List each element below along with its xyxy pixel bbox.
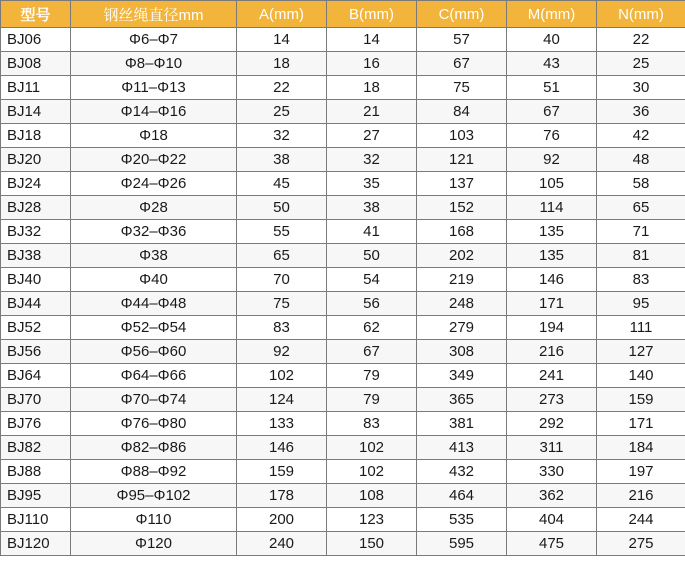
c-cell: 432 <box>417 460 507 484</box>
a-cell: 124 <box>237 388 327 412</box>
n-cell: 159 <box>597 388 685 412</box>
a-cell: 55 <box>237 220 327 244</box>
m-cell: 40 <box>507 28 597 52</box>
header-model: 型号 <box>1 1 71 28</box>
m-cell: 76 <box>507 124 597 148</box>
table-row <box>1 484 685 508</box>
model-cell: BJ120 <box>1 532 71 556</box>
rope-diameter-cell: Φ64–Φ66 <box>71 364 237 388</box>
b-cell: 21 <box>327 100 417 124</box>
n-cell: 127 <box>597 340 685 364</box>
b-cell: 83 <box>327 412 417 436</box>
model-cell: BJ40 <box>1 268 71 292</box>
a-cell: 25 <box>237 100 327 124</box>
header-row <box>1 1 685 28</box>
a-cell: 65 <box>237 244 327 268</box>
b-cell: 27 <box>327 124 417 148</box>
rope-diameter-cell: Φ70–Φ74 <box>71 388 237 412</box>
table-row <box>1 508 685 532</box>
b-cell: 50 <box>327 244 417 268</box>
table-row <box>1 316 685 340</box>
n-cell: 48 <box>597 148 685 172</box>
rope-diameter-cell: Φ110 <box>71 508 237 532</box>
b-cell: 56 <box>327 292 417 316</box>
a-cell: 240 <box>237 532 327 556</box>
c-cell: 103 <box>417 124 507 148</box>
c-cell: 535 <box>417 508 507 532</box>
b-cell: 16 <box>327 52 417 76</box>
a-cell: 92 <box>237 340 327 364</box>
b-cell: 35 <box>327 172 417 196</box>
model-cell: BJ06 <box>1 28 71 52</box>
model-cell: BJ14 <box>1 100 71 124</box>
m-cell: 241 <box>507 364 597 388</box>
table-row <box>1 436 685 460</box>
a-cell: 75 <box>237 292 327 316</box>
model-cell: BJ08 <box>1 52 71 76</box>
n-cell: 81 <box>597 244 685 268</box>
rope-diameter-cell: Φ76–Φ80 <box>71 412 237 436</box>
m-cell: 475 <box>507 532 597 556</box>
model-cell: BJ64 <box>1 364 71 388</box>
b-cell: 150 <box>327 532 417 556</box>
header-b: B(mm) <box>327 1 417 28</box>
table-row <box>1 268 685 292</box>
rope-diameter-cell: Φ95–Φ102 <box>71 484 237 508</box>
n-cell: 42 <box>597 124 685 148</box>
b-cell: 108 <box>327 484 417 508</box>
table-row <box>1 124 685 148</box>
rope-diameter-cell: Φ52–Φ54 <box>71 316 237 340</box>
n-cell: 171 <box>597 412 685 436</box>
a-cell: 45 <box>237 172 327 196</box>
m-cell: 330 <box>507 460 597 484</box>
table-body <box>1 28 685 556</box>
rope-diameter-cell: Φ56–Φ60 <box>71 340 237 364</box>
b-cell: 38 <box>327 196 417 220</box>
n-cell: 65 <box>597 196 685 220</box>
rope-diameter-cell: Φ28 <box>71 196 237 220</box>
model-cell: BJ82 <box>1 436 71 460</box>
m-cell: 292 <box>507 412 597 436</box>
c-cell: 279 <box>417 316 507 340</box>
rope-diameter-cell: Φ18 <box>71 124 237 148</box>
m-cell: 146 <box>507 268 597 292</box>
rope-diameter-cell: Φ120 <box>71 532 237 556</box>
m-cell: 67 <box>507 100 597 124</box>
table-row <box>1 52 685 76</box>
n-cell: 197 <box>597 460 685 484</box>
a-cell: 200 <box>237 508 327 532</box>
header-rope-diameter: 钢丝绳直径mm <box>71 1 237 28</box>
c-cell: 152 <box>417 196 507 220</box>
table-row <box>1 100 685 124</box>
n-cell: 140 <box>597 364 685 388</box>
b-cell: 102 <box>327 436 417 460</box>
b-cell: 54 <box>327 268 417 292</box>
model-cell: BJ52 <box>1 316 71 340</box>
m-cell: 135 <box>507 220 597 244</box>
c-cell: 67 <box>417 52 507 76</box>
b-cell: 32 <box>327 148 417 172</box>
n-cell: 36 <box>597 100 685 124</box>
rope-diameter-cell: Φ20–Φ22 <box>71 148 237 172</box>
model-cell: BJ32 <box>1 220 71 244</box>
rope-diameter-cell: Φ6–Φ7 <box>71 28 237 52</box>
b-cell: 67 <box>327 340 417 364</box>
n-cell: 184 <box>597 436 685 460</box>
a-cell: 102 <box>237 364 327 388</box>
rope-diameter-cell: Φ44–Φ48 <box>71 292 237 316</box>
c-cell: 349 <box>417 364 507 388</box>
a-cell: 50 <box>237 196 327 220</box>
model-cell: BJ38 <box>1 244 71 268</box>
b-cell: 14 <box>327 28 417 52</box>
n-cell: 111 <box>597 316 685 340</box>
table-row <box>1 532 685 556</box>
m-cell: 114 <box>507 196 597 220</box>
table-row <box>1 292 685 316</box>
a-cell: 159 <box>237 460 327 484</box>
a-cell: 38 <box>237 148 327 172</box>
table-row <box>1 76 685 100</box>
table-row <box>1 172 685 196</box>
table-row <box>1 244 685 268</box>
rope-diameter-cell: Φ88–Φ92 <box>71 460 237 484</box>
table-row <box>1 220 685 244</box>
b-cell: 123 <box>327 508 417 532</box>
c-cell: 202 <box>417 244 507 268</box>
header-a: A(mm) <box>237 1 327 28</box>
rope-diameter-cell: Φ14–Φ16 <box>71 100 237 124</box>
table-header <box>1 1 685 28</box>
model-cell: BJ70 <box>1 388 71 412</box>
c-cell: 84 <box>417 100 507 124</box>
table-row <box>1 412 685 436</box>
c-cell: 121 <box>417 148 507 172</box>
c-cell: 464 <box>417 484 507 508</box>
table-row <box>1 148 685 172</box>
n-cell: 25 <box>597 52 685 76</box>
c-cell: 365 <box>417 388 507 412</box>
header-n: N(mm) <box>597 1 685 28</box>
rope-diameter-cell: Φ40 <box>71 268 237 292</box>
model-cell: BJ28 <box>1 196 71 220</box>
m-cell: 273 <box>507 388 597 412</box>
a-cell: 22 <box>237 76 327 100</box>
c-cell: 595 <box>417 532 507 556</box>
m-cell: 171 <box>507 292 597 316</box>
b-cell: 41 <box>327 220 417 244</box>
table-row <box>1 340 685 364</box>
a-cell: 83 <box>237 316 327 340</box>
model-cell: BJ18 <box>1 124 71 148</box>
rope-diameter-cell: Φ24–Φ26 <box>71 172 237 196</box>
c-cell: 57 <box>417 28 507 52</box>
model-cell: BJ20 <box>1 148 71 172</box>
model-cell: BJ76 <box>1 412 71 436</box>
a-cell: 133 <box>237 412 327 436</box>
model-cell: BJ110 <box>1 508 71 532</box>
b-cell: 79 <box>327 364 417 388</box>
b-cell: 18 <box>327 76 417 100</box>
rope-diameter-cell: Φ32–Φ36 <box>71 220 237 244</box>
table-row <box>1 388 685 412</box>
table-row <box>1 364 685 388</box>
m-cell: 105 <box>507 172 597 196</box>
c-cell: 413 <box>417 436 507 460</box>
c-cell: 308 <box>417 340 507 364</box>
m-cell: 135 <box>507 244 597 268</box>
a-cell: 70 <box>237 268 327 292</box>
n-cell: 71 <box>597 220 685 244</box>
table-row <box>1 460 685 484</box>
rope-diameter-cell: Φ38 <box>71 244 237 268</box>
rope-diameter-cell: Φ11–Φ13 <box>71 76 237 100</box>
c-cell: 219 <box>417 268 507 292</box>
a-cell: 32 <box>237 124 327 148</box>
c-cell: 381 <box>417 412 507 436</box>
m-cell: 51 <box>507 76 597 100</box>
table-row <box>1 196 685 220</box>
m-cell: 311 <box>507 436 597 460</box>
m-cell: 92 <box>507 148 597 172</box>
model-cell: BJ24 <box>1 172 71 196</box>
b-cell: 102 <box>327 460 417 484</box>
n-cell: 216 <box>597 484 685 508</box>
model-cell: BJ88 <box>1 460 71 484</box>
rope-diameter-cell: Φ82–Φ86 <box>71 436 237 460</box>
a-cell: 178 <box>237 484 327 508</box>
header-m: M(mm) <box>507 1 597 28</box>
n-cell: 22 <box>597 28 685 52</box>
model-cell: BJ56 <box>1 340 71 364</box>
model-cell: BJ44 <box>1 292 71 316</box>
n-cell: 58 <box>597 172 685 196</box>
n-cell: 95 <box>597 292 685 316</box>
m-cell: 43 <box>507 52 597 76</box>
c-cell: 168 <box>417 220 507 244</box>
m-cell: 404 <box>507 508 597 532</box>
n-cell: 275 <box>597 532 685 556</box>
header-c: C(mm) <box>417 1 507 28</box>
m-cell: 194 <box>507 316 597 340</box>
n-cell: 83 <box>597 268 685 292</box>
b-cell: 79 <box>327 388 417 412</box>
c-cell: 137 <box>417 172 507 196</box>
table-row <box>1 28 685 52</box>
b-cell: 62 <box>327 316 417 340</box>
model-cell: BJ95 <box>1 484 71 508</box>
model-cell: BJ11 <box>1 76 71 100</box>
m-cell: 216 <box>507 340 597 364</box>
a-cell: 146 <box>237 436 327 460</box>
n-cell: 244 <box>597 508 685 532</box>
c-cell: 75 <box>417 76 507 100</box>
m-cell: 362 <box>507 484 597 508</box>
rope-diameter-cell: Φ8–Φ10 <box>71 52 237 76</box>
a-cell: 18 <box>237 52 327 76</box>
n-cell: 30 <box>597 76 685 100</box>
a-cell: 14 <box>237 28 327 52</box>
c-cell: 248 <box>417 292 507 316</box>
